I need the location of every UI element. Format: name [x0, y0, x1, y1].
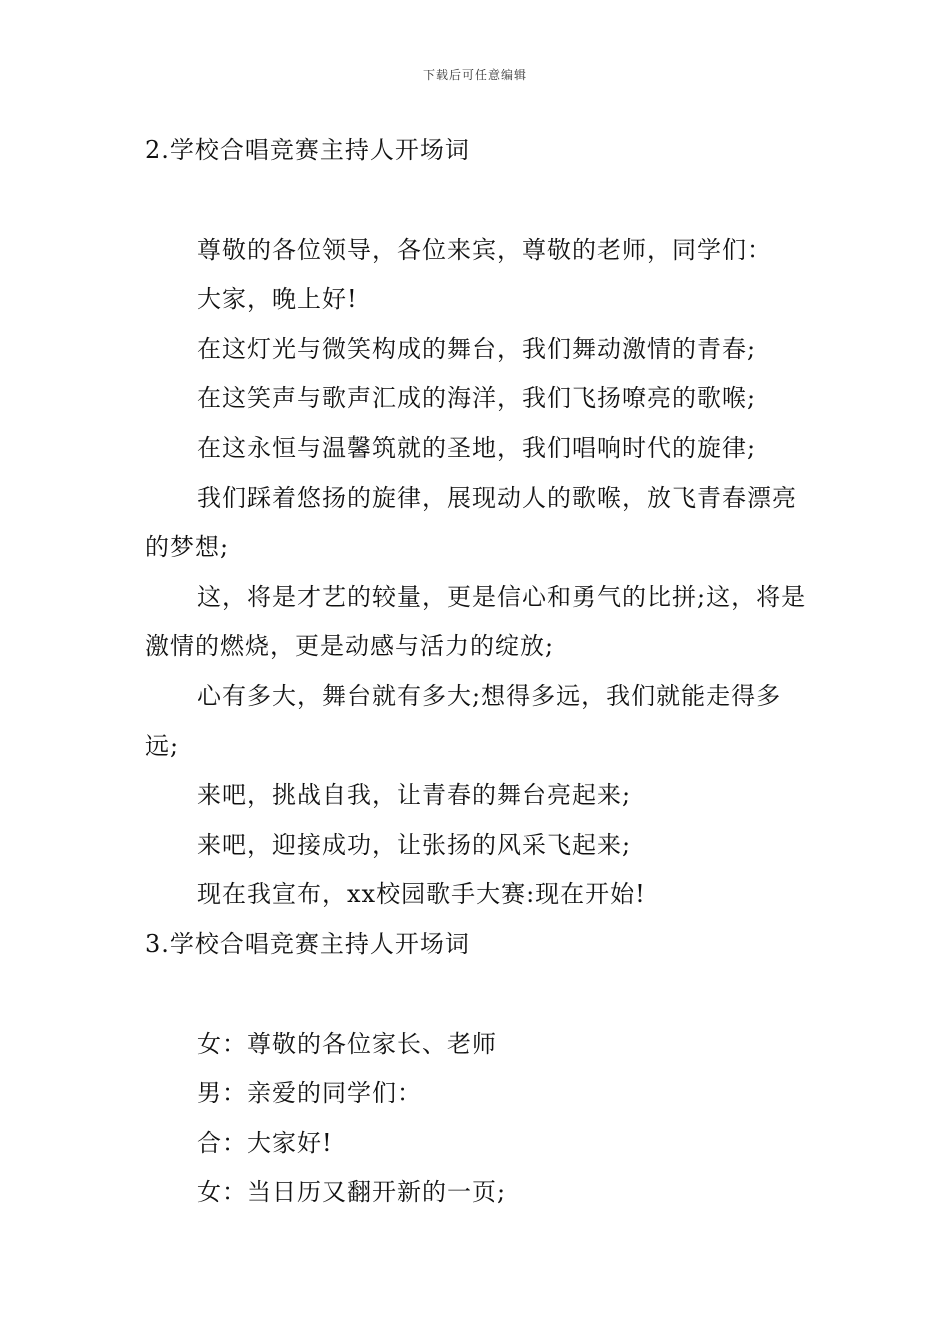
- paragraph: 尊敬的各位领导，各位来宾，尊敬的老师，同学们：: [197, 235, 772, 264]
- paragraph: 男：亲爱的同学们：: [197, 1079, 422, 1108]
- paragraph: 来吧，挑战自我，让青春的舞台亮起来;: [197, 781, 632, 810]
- paragraph: 在这笑声与歌声汇成的海洋，我们飞扬嘹亮的歌喉;: [197, 384, 757, 413]
- paragraph: 大家，晚上好!: [197, 285, 358, 314]
- paragraph: 来吧，迎接成功，让张扬的风采飞起来;: [197, 830, 632, 859]
- paragraph: 心有多大，舞台就有多大;想得多远，我们就能走得多远;: [145, 681, 782, 760]
- paragraph: 这，将是才艺的较量，更是信心和勇气的比拼;这，将是激情的燃烧，更是动感与活力的绽放;: [145, 582, 807, 661]
- paragraph: 在这灯光与微笑构成的舞台，我们舞动激情的青春;: [197, 334, 757, 363]
- paragraph: 女：当日历又翻开新的一页;: [197, 1178, 507, 1207]
- section-2-heading: 2.学校合唱竞赛主持人开场词: [145, 136, 470, 164]
- paragraph: 现在我宣布，xx校园歌手大赛:现在开始!: [197, 880, 646, 909]
- paragraph: 在这永恒与温馨筑就的圣地，我们唱响时代的旋律;: [197, 433, 757, 462]
- document-body: [145, 126, 810, 1218]
- header-note: 下载后可任意编辑: [422, 68, 527, 82]
- paragraph: 我们踩着悠扬的旋律，展现动人的歌喉，放飞青春漂亮的梦想;: [145, 483, 797, 562]
- section-3-heading: 3.学校合唱竞赛主持人开场词: [145, 929, 470, 958]
- paragraph: 合：大家好!: [197, 1128, 333, 1157]
- paragraph: 女：尊敬的各位家长、老师: [197, 1029, 497, 1058]
